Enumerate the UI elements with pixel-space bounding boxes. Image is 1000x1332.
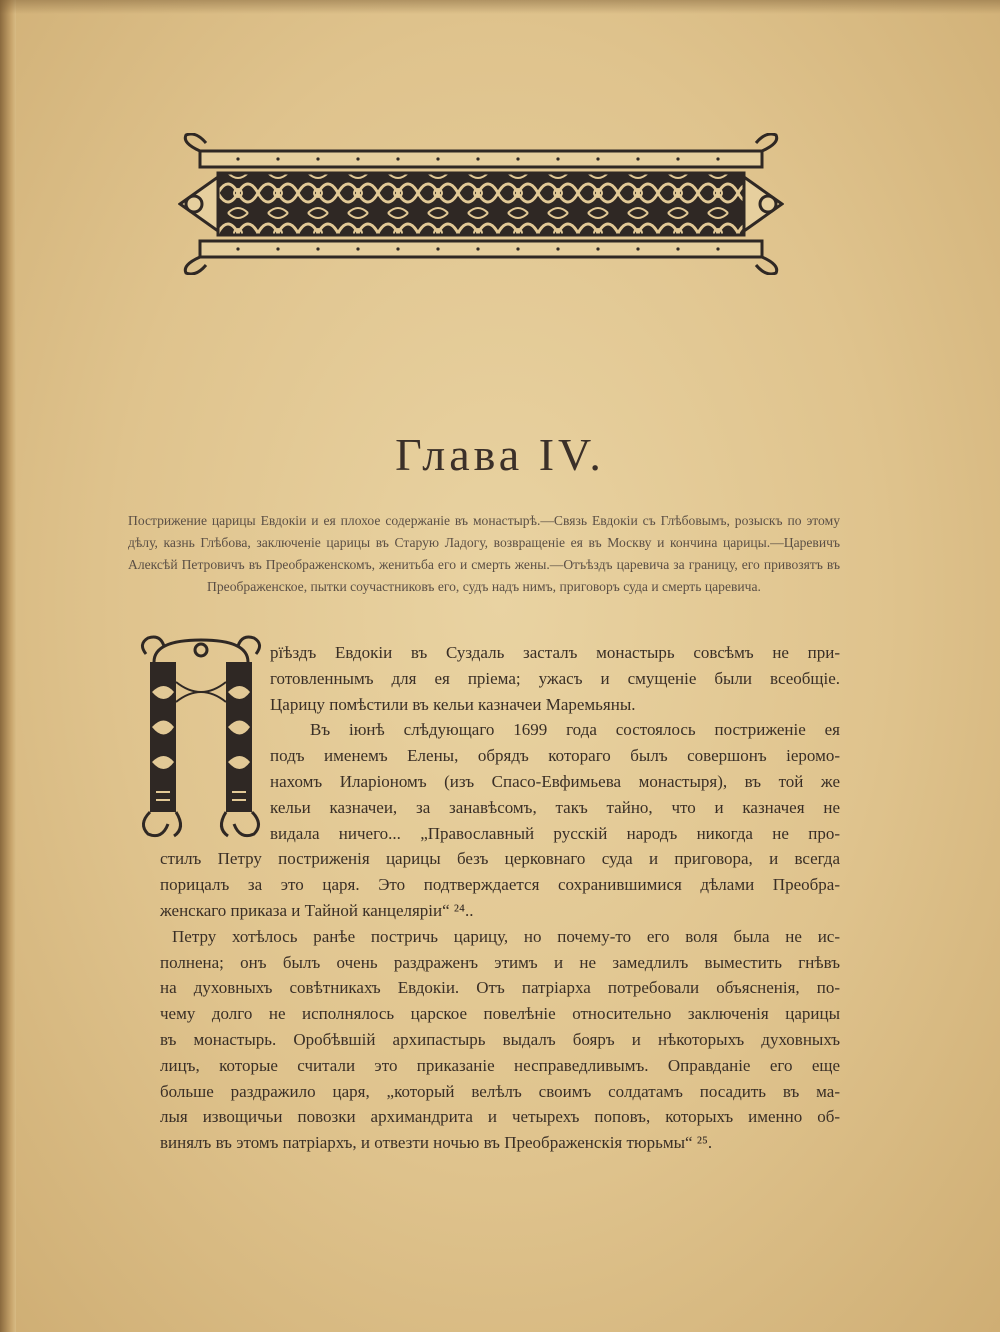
- text-line: въ монастырь. Оробѣвшій архипастырь выдалъ бояръ и нѣкоторыхъ духовныхъ: [160, 1029, 840, 1049]
- text-line: лыя извощичьи повозки архимандрита и четырехъ поповъ, которыхъ именно об-: [160, 1107, 840, 1127]
- text-line: Петру хотѣлось ранѣе постричь царицу, но почему-то его воля была не ис-: [172, 926, 840, 946]
- chapter-title: Глава IV.: [395, 429, 605, 480]
- text-line: стилъ Петру постриженія царицы безъ церковнаго суда и приговора, и всегда: [160, 849, 840, 869]
- text-line: Въ іюнѣ слѣдующаго 1699 года состоялось постриженіе ея: [310, 720, 840, 740]
- text-line: полнена; онъ былъ очень раздраженъ этимъ и не замедлилъ выместить гнѣвъ: [160, 952, 840, 972]
- text-line: подъ именемъ Елены, обрядъ котораго былъ совершонъ іеромо-: [270, 746, 840, 766]
- text-line: лицъ, которые считали это приказаніе несправедливымъ. Оправданіе его еще: [160, 1055, 840, 1075]
- chapter-body: [160, 640, 840, 1156]
- text-line: порицалъ за это царя. Это подтверждается сохранившимися дѣлами Преобра-: [160, 875, 840, 895]
- text-line: чему долго не исполнялось царское повелѣніе относительно заключенія царицы: [160, 1004, 840, 1024]
- text-line: Царицу помѣстили въ кельи казначеи Маремьяны.: [270, 694, 636, 714]
- page-top-shadow: [0, 0, 1000, 14]
- text-line: женскаго приказа и Тайной канцеляріи“ ²⁴..: [160, 900, 474, 920]
- ornamental-headpiece: [178, 133, 784, 275]
- text-line: нахомъ Иларіономъ (изъ Спасо-Евфимьева монастыря), въ той же: [270, 771, 840, 791]
- text-line: видала ничего... „Православный русскій народъ никогда не про-: [270, 823, 840, 843]
- text-line: рїѣздъ Евдокіи въ Суздаль засталъ монастырь совсѣмъ не при-: [270, 643, 840, 662]
- text-line: больше раздражило царя, „который велѣлъ своимъ солдатамъ посадить въ ма-: [160, 1081, 840, 1101]
- text-line: готовленнымъ для ея пріема; ужасъ и смущеніе были всеобщіе.: [270, 668, 840, 688]
- book-spine-edge: [0, 0, 16, 1332]
- text-line: на духовныхъ совѣтникахъ Евдокіи. Отъ патріарха потребовали объясненія, по-: [160, 978, 840, 998]
- chapter-summary: Пострижение царицы Евдокіи и ея плохое содержаніе въ монастырѣ.—Связь Евдокіи съ Глѣбовымъ, розыскъ по этому дѣлу, казнь Глѣбова, заключеніе царицы въ Старую Ладогу, возвращеніе ея въ Москву и кончина царицы.—Царевичъ Алексѣй Петровичъ въ Преображенскомъ, женитьба его и смерть жены.—Отъѣздъ царевича за границу, его привозятъ въ Преображенское, пытки соучастниковъ его, судъ надъ нимъ, приговоръ суда и смерть царевича.: [128, 513, 840, 594]
- text-line: винялъ въ этомъ патріархъ, и отвезти ночью въ Преображенскія тюрьмы“ ²⁵.: [160, 1133, 713, 1153]
- text-line: кельи казначеи, за занавѣсомъ, такъ тайно, что и казначея не: [270, 797, 840, 817]
